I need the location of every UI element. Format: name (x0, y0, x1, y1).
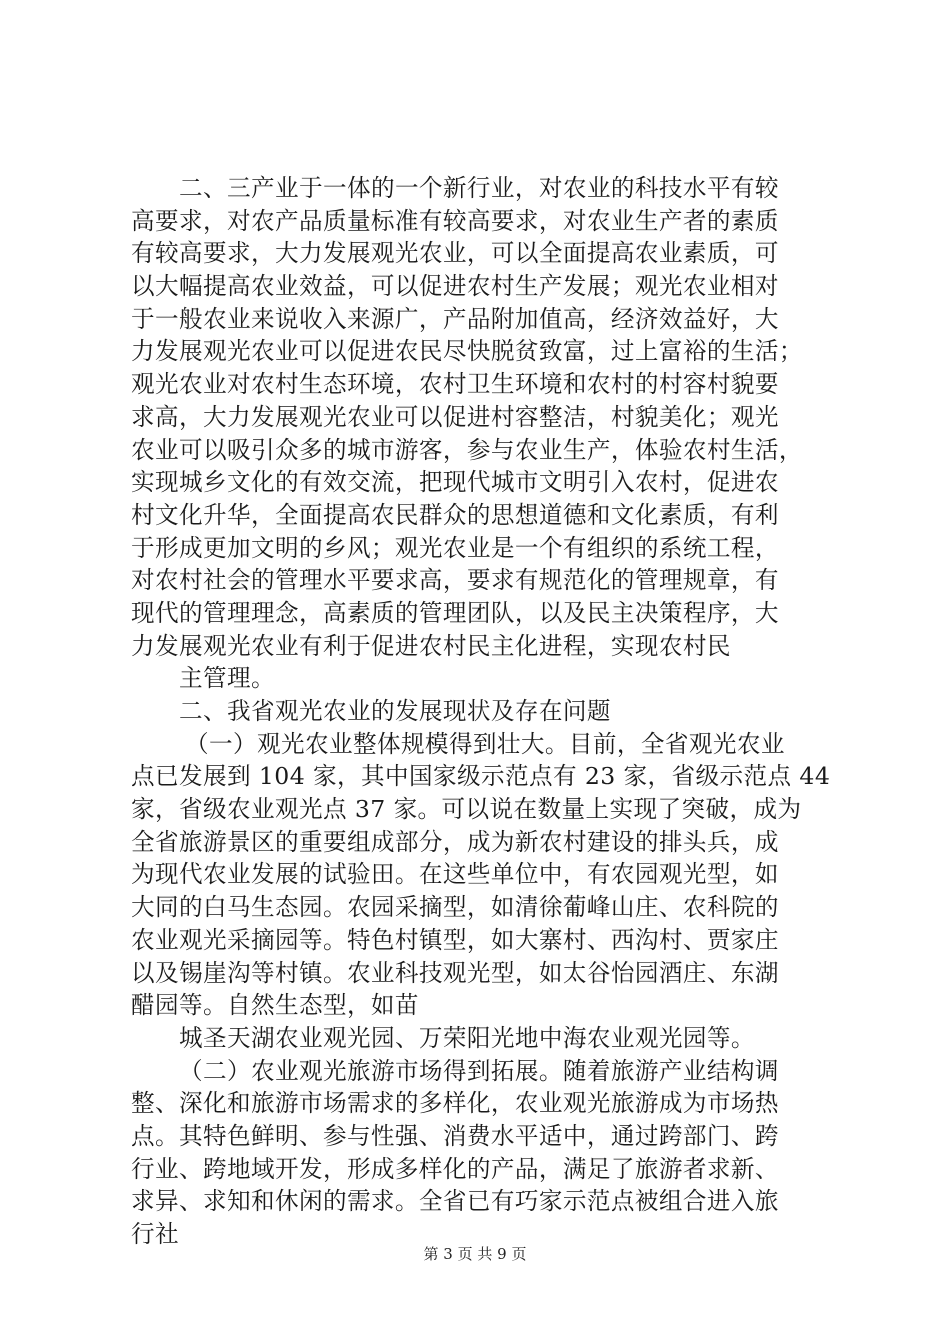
page-footer (0, 1244, 950, 1264)
paragraph-line: 现代的管理理念，高素质的管理团队，以及民主决策程序，大 (131, 598, 779, 627)
paragraph-line: 实现城乡文化的有效交流，把现代城市文明引入农村，促进农 (131, 468, 779, 497)
paragraph-line: 观光农业对农村生态环境，农村卫生环境和农村的村容村貌要 (131, 370, 779, 399)
paragraph-line: 主管理。 (179, 664, 275, 693)
paragraph-line: 村文化升华，全面提高农民群众的思想道德和文化素质，有利 (131, 500, 779, 529)
page-number: 第 3 页 共 9 页 (423, 1245, 527, 1263)
paragraph-line: 家，省级农业观光点 37 家。可以说在数量上实现了突破，成为 (131, 795, 802, 824)
paragraph-line: 二、三产业于一体的一个新行业，对农业的科技水平有较 (179, 174, 779, 202)
paragraph-line: 全省旅游景区的重要组成部分，成为新农村建设的排头兵，成 (131, 827, 779, 856)
paragraph-line: 行社 (131, 1220, 179, 1248)
paragraph-line: 城圣天湖农业观光园、万荣阳光地中海农业观光园等。 (179, 1023, 755, 1052)
paragraph-line: 高要求，对农产品质量标准有较高要求，对农业生产者的素质 (131, 206, 779, 235)
paragraph-line: （二）农业观光旅游市场得到拓展。随着旅游产业结构调 (179, 1056, 779, 1085)
section-heading: 二、我省观光农业的发展现状及存在问题 (179, 697, 611, 725)
paragraph-line: 行业、跨地域开发，形成多样化的产品，满足了旅游者求新、 (131, 1154, 779, 1183)
paragraph-line: 点。其特色鲜明、参与性强、消费水平适中，通过跨部门、跨 (131, 1121, 779, 1150)
paragraph-line: 为现代农业发展的试验田。在这些单位中，有农园观光型，如 (131, 860, 779, 889)
paragraph-line: 力发展观光农业有利于促进农村民主化进程，实现农村民 (131, 631, 731, 660)
paragraph-line: 以大幅提高农业效益，可以促进农村生产发展；观光农业相对 (131, 272, 779, 301)
paragraph-line: 有较高要求，大力发展观光农业，可以全面提高农业素质，可 (131, 239, 779, 268)
paragraph-line: 农业可以吸引众多的城市游客，参与农业生产，体验农村生活， (131, 435, 803, 464)
paragraph-line: 点已发展到 104 家，其中国家级示范点有 23 家，省级示范点 44 (131, 762, 831, 791)
paragraph-line: 于一般农业来说收入来源广，产品附加值高，经济效益好，大 (131, 304, 779, 333)
paragraph-line: 求异、求知和休闲的需求。全省已有巧家示范点被组合进入旅 (131, 1187, 779, 1216)
paragraph-line: 醋园等。自然生态型，如苗 (131, 991, 419, 1020)
paragraph-line: 力发展观光农业可以促进农民尽快脱贫致富，过上富裕的生活； (131, 337, 803, 366)
paragraph-line: 农业观光采摘园等。特色村镇型，如大寨村、西沟村、贾家庄 (131, 925, 779, 954)
paragraph-line: 于形成更加文明的乡风；观光农业是一个有组织的系统工程， (131, 533, 779, 562)
paragraph-line: 大同的白马生态园。农园采摘型，如清徐葡峰山庄、农科院的 (131, 893, 779, 922)
paragraph-line: 对农村社会的管理水平要求高，要求有规范化的管理规章，有 (131, 566, 779, 595)
paragraph-line: 以及锡崖沟等村镇。农业科技观光型，如太谷怡园酒庄、东湖 (131, 958, 779, 987)
paragraph-line: 整、深化和旅游市场需求的多样化，农业观光旅游成为市场热 (131, 1089, 779, 1118)
body-text (131, 172, 831, 1251)
paragraph-line: （一）观光农业整体规模得到壮大。目前，全省观光农业 (185, 729, 785, 758)
paragraph-line: 求高，大力发展观光农业可以促进村容整洁，村貌美化；观光 (131, 402, 779, 431)
